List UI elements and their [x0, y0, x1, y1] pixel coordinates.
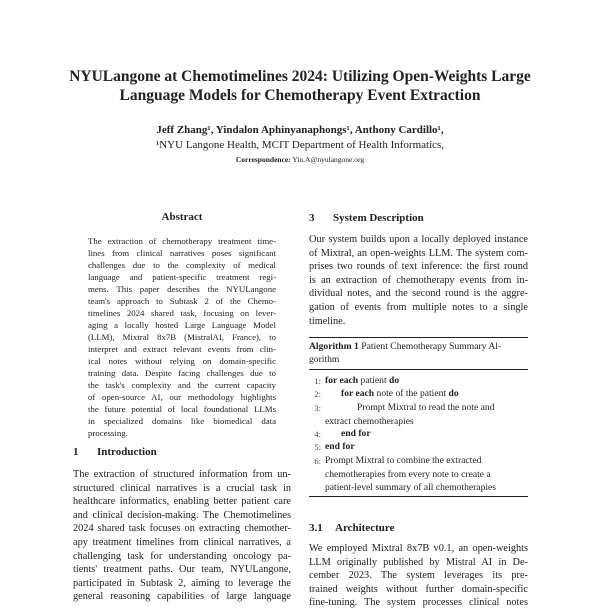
text-line: participated in Subtask 2, aiming to leverage the	[73, 577, 291, 589]
text-line: The extraction of chemotherapy treatment time-	[88, 236, 276, 246]
section-number: 3.1	[309, 522, 323, 534]
text-line: fine-tuning. The system processes clinical notes	[309, 597, 528, 608]
caption-text: gorithm	[309, 354, 340, 365]
affiliation: ¹NYU Langone Health, MCIT Department of Health Informatics,	[155, 139, 445, 151]
caption-text: Patient Chemotherapy Summary Al-	[361, 341, 502, 352]
text-line: Our system builds upon a locally deployed instance	[309, 234, 528, 245]
text-line: prises two rounds of text inference: the first round	[309, 261, 528, 273]
text-line: in specialized domains like biomedical data	[88, 416, 276, 426]
text-line: aging a locally hosted Large Language Model	[88, 320, 276, 330]
section-title: System Description	[333, 212, 424, 224]
text-line: 2024 shared task focuses on extracting chemother-	[73, 523, 291, 535]
text-line: trained weights without further domain-specific	[309, 583, 528, 595]
correspondence	[0, 155, 600, 164]
architecture-heading	[309, 522, 394, 534]
text-line: structured clinical narratives is a crucial task in	[73, 482, 291, 494]
step-text: Prompt Mixtral to combine the extracted	[325, 455, 482, 466]
text-line: healthcare informatics, enabling better patient care	[73, 496, 291, 508]
line-number: 5:	[314, 442, 321, 452]
keyword: do	[448, 388, 459, 399]
keyword: end for	[341, 428, 371, 439]
abstract-heading: Abstract	[161, 211, 203, 223]
step-text: patient	[360, 375, 387, 386]
text-line: ical notes without relying on domain-specific	[88, 356, 276, 366]
step-text: patient-level summary of all chemotherapies	[325, 482, 497, 493]
line-number: 6:	[314, 456, 321, 466]
correspondence-email[interactable]: Yin.A@nyulangone.org	[292, 155, 365, 164]
system-heading	[309, 212, 424, 224]
line-number: 2:	[314, 389, 321, 399]
keyword: for each	[341, 388, 375, 399]
algorithm-step	[325, 455, 481, 466]
step-text: extract chemotherapies	[325, 415, 414, 427]
title-line: NYULangone at Chemotimelines 2024: Utilizing Open-Weights Large	[69, 68, 531, 85]
algorithm-step	[325, 441, 355, 452]
text-line: timelines 2024 shared task, focusing on lever-	[88, 308, 276, 318]
algorithm-label: Algorithm 1	[309, 341, 359, 352]
text-line: the task's complexity and the current capacity	[88, 380, 276, 390]
text-line: timeline.	[309, 315, 346, 327]
text-line: of Mixtral, an open-weights LLM. The system com-	[309, 247, 528, 259]
section-number: 1	[73, 446, 79, 458]
text-line: is an extraction of chemotherapy events from in-	[309, 274, 528, 286]
line-number: 4:	[314, 429, 321, 439]
divider	[309, 337, 528, 338]
line-number: 1:	[314, 376, 321, 386]
text-line: mens. This paper describes the NYULangone	[88, 284, 276, 294]
text-line: and clinical decision-making. The Chemotimelines	[73, 509, 291, 521]
text-line: training data. Despite facing challenges due to	[88, 368, 276, 378]
section-title: Architecture	[335, 522, 395, 534]
text-line: team's approach to Subtask 2 of the Chemo-	[88, 296, 276, 306]
step-text: Prompt Mixtral to read the note and	[357, 402, 495, 413]
text-line: apy treatment timelines from clinical narratives, a	[73, 537, 291, 548]
algorithm-caption	[309, 341, 501, 352]
text-line: of open-source AI, our methodology highlights	[88, 392, 276, 402]
step-text: chemotherapies from every note to create a	[325, 468, 491, 480]
text-line: dividual notes, and the second round is the aggre-	[309, 288, 528, 300]
keyword: do	[389, 375, 400, 386]
algorithm-step	[357, 402, 494, 413]
text-line: tients' treatment paths. Our team, NYULangone,	[73, 564, 291, 576]
algorithm-step	[341, 428, 371, 439]
algorithm-step	[341, 388, 459, 399]
title-line: Language Models for Chemotherapy Event Extraction	[119, 87, 481, 104]
keyword: for each	[325, 375, 359, 386]
text-line: lines from clinical narratives poses significant	[88, 248, 276, 258]
section-title: Introduction	[97, 446, 157, 458]
text-line: challenging task for understanding oncology pa-	[73, 550, 291, 562]
text-line: We employed Mixtral 8x7B v0.1, an open-weights	[309, 543, 528, 554]
intro-heading	[73, 446, 157, 458]
divider	[309, 369, 528, 370]
correspondence-label: Correspondence:	[235, 155, 291, 164]
text-line: cember 2023. The system leverages its pre-	[309, 570, 528, 582]
text-line: LLM originally published by Mistral AI in De-	[309, 556, 528, 568]
text-line: language and patient-specific treatment regi-	[88, 272, 276, 282]
step-text: note of the patient	[376, 388, 447, 399]
text-line: (LLM), Mixtral 8x7B (MistralAI, France), to	[88, 332, 276, 342]
text-line: gation of events from multiple notes to a single	[309, 302, 528, 313]
text-line: the future potential of local foundational LLMs	[88, 404, 276, 414]
text-line: general reasoning capabilities of large language	[73, 591, 291, 603]
authors: Jeff Zhang¹, Yindalon Aphinyanaphongs¹, Anthony Cardillo¹,	[156, 124, 444, 136]
section-number: 3	[309, 212, 315, 224]
paper-title	[0, 67, 600, 105]
algorithm-step	[325, 375, 399, 386]
text-line: challenges due to the complexity of medical	[88, 260, 276, 270]
keyword: end for	[325, 441, 355, 452]
text-line: processing.	[88, 428, 128, 438]
text-line: interpret and extract relevant events from clin-	[88, 344, 276, 354]
line-number: 3:	[314, 403, 321, 413]
divider	[309, 496, 528, 497]
text-line: The extraction of structured information from un-	[73, 469, 291, 480]
